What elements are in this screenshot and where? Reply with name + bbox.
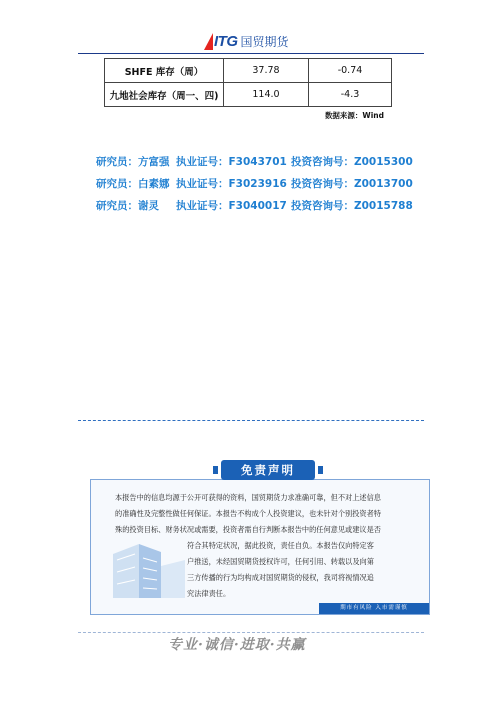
- researcher-list: [96, 150, 431, 216]
- logo-mark-icon: [204, 33, 213, 50]
- row-change: -4.3: [309, 83, 392, 107]
- disclaimer-line: 的准确性及完整性做任何保证。本报告不构成个人投资建议，也未针对个别投资者特: [115, 509, 381, 518]
- researcher-license: 执业证号：F3043701: [176, 155, 287, 168]
- researcher-row: [96, 150, 431, 172]
- researcher-license: 执业证号：F3040017: [176, 199, 287, 212]
- disclaimer-line: 本报告中的信息均源于公开可获得的资料，国贸期货力求准确可靠，但不对上述信息: [115, 493, 381, 502]
- disclaimer-line: 户推送，未经国贸期货授权许可，任何引用、转载以及向第: [187, 557, 374, 566]
- disclaimer-text: [115, 490, 429, 602]
- disclaimer-line: 殊的投资目标、财务状况或需要，投资者需自行判断本报告中的任何意见或建议是否: [115, 525, 381, 534]
- researcher-advisory: 投资咨询号：Z0015788: [291, 199, 413, 212]
- researcher-row: [96, 172, 431, 194]
- disclaimer-box: [90, 479, 430, 615]
- researcher-advisory: 投资咨询号：Z0013700: [291, 177, 413, 190]
- disclaimer-title: 免责声明: [221, 460, 315, 480]
- researcher-name: 研究员：谢灵: [96, 199, 159, 212]
- risk-warning-bar: 期市有风险 入市需谨慎: [319, 603, 429, 614]
- section-divider: [78, 420, 424, 421]
- row-value: 114.0: [224, 83, 309, 107]
- disclaimer-line: 符合其特定状况，据此投资，责任自负。本报告仅向特定客: [187, 541, 374, 550]
- disclaimer-line: 三方传播的行为均构成对国贸期货的侵权，我司将视情况追: [187, 573, 374, 582]
- disclaimer-line: 究法律责任。: [187, 589, 231, 598]
- header-divider: [78, 53, 424, 54]
- data-source: 数据来源：Wind: [324, 111, 384, 120]
- company-logo: [204, 31, 289, 51]
- row-change: -0.74: [309, 59, 392, 83]
- row-value: 37.78: [224, 59, 309, 83]
- researcher-name: 研究员：方富强: [96, 155, 170, 168]
- company-name: 国贸期货: [240, 34, 289, 49]
- researcher-advisory: 投资咨询号：Z0015300: [291, 155, 413, 168]
- table-row: [105, 59, 392, 83]
- row-label: 九地社会库存（周一、四): [105, 83, 224, 107]
- logo-itg-text: ITG: [214, 32, 238, 50]
- table-row: [105, 83, 392, 107]
- footer-divider: [78, 632, 424, 633]
- disclaimer-panel: [90, 460, 434, 612]
- researcher-license: 执业证号：F3023916: [176, 177, 287, 190]
- company-slogan: 专业·诚信·进取·共赢: [168, 637, 306, 653]
- researcher-name: 研究员：白素娜: [96, 177, 170, 190]
- row-label: SHFE 库存（周）: [105, 59, 224, 83]
- inventory-table: [104, 58, 392, 107]
- researcher-row: [96, 194, 431, 216]
